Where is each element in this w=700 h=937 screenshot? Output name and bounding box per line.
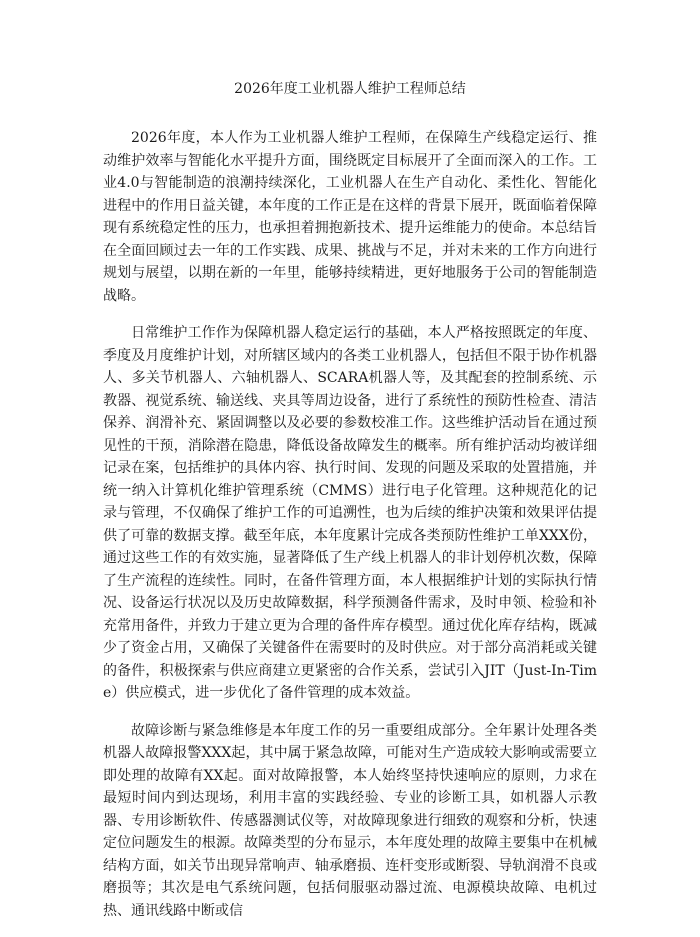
document-title: 2026年度工业机器人维护工程师总结	[234, 81, 466, 97]
paragraph-fault-diagnosis: 故障诊断与紧急维修是本年度工作的另一重要组成部分。全年累计处理各类机器人故障报警XXX起，其中属于紧急故障，可能对生产造成较大影响或需要立即处理的故障有XX起。面对故障报警，本人始终坚持快速响应的原则，力求在最短时间内到达现场，利用丰富的实践经验、专业的诊断工具，如机器人示教器、专用诊断软件、传感器测试仪等，对故障现象进行细致的观察和分析，快速定位问题发生的根源。故障类型的分布显示，本年度处理的故障主要集中在机械结构方面，如关节出现异常响声、轴承磨损、连杆变形或断裂、导轨润滑不良或磨损等；其次是电气系统问题，包括伺服驱动器过流、电源模块故障、电机过热、通讯线路中断或信	[103, 722, 597, 919]
document-body	[103, 127, 597, 937]
paragraph-intro: 2026年度，本人作为工业机器人维护工程师，在保障生产线稳定运行、推动维护效率与智能化水平提升方面，围绕既定目标展开了全面而深入的工作。工业4.0与智能制造的浪潮持续深化，工业机器人在生产自动化、柔性化、智能化进程中的作用日益关键，本年度的工作正是在这样的背景下展开，既面临着保障现有系统稳定性的压力，也承担着拥抱新技术、提升运维能力的使命。本总结旨在全面回顾过去一年的工作实践、成果、挑战与不足，并对未来的工作方向进行规划与展望，以期在新的一年里，能够持续精进，更好地服务于公司的智能制造战略。	[103, 130, 597, 304]
paragraph-daily-maintenance: 日常维护工作作为保障机器人稳定运行的基础，本人严格按照既定的年度、季度及月度维护计划，对所辖区域内的各类工业机器人，包括但不限于协作机器人、多关节机器人、六轴机器人、SCARA机器人等，及其配套的控制系统、示教器、视觉系统、输送线、夹具等周边设备，进行了系统性的预防性检查、清洁保养、润滑补充、紧固调整以及必要的参数校准工作。这些维护活动旨在通过预见性的干预，消除潜在隐患，降低设备故障发生的概率。所有维护活动均被详细记录在案，包括维护的具体内容、执行时间、发现的问题及采取的处置措施，并统一纳入计算机化维护管理系统（CMMS）进行电子化管理。这种规范化的记录与管理，不仅确保了维护工作的可追溯性，也为后续的维护决策和效果评估提供了可靠的数据支撑。截至年底，本年度累计完成各类预防性维护工单XXX份，通过这些工作的有效实施，显著降低了生产线上机器人的非计划停机次数，保障了生产流程的连续性。同时，在备件管理方面，本人根据维护计划的实际执行情况、设备运行状况以及历史故障数据，科学预测备件需求，及时申领、检验和补充常用备件，并致力于建立更为合理的备件库存模型。通过优化库存结构，既减少了资金占用，又确保了关键备件在需要时的及时供应。对于部分高消耗或关键的备件，积极探索与供应商建立更紧密的合作关系，尝试引入JIT（Just-In-Time）供应模式，进一步优化了备件管理的成本效益。	[103, 325, 597, 701]
